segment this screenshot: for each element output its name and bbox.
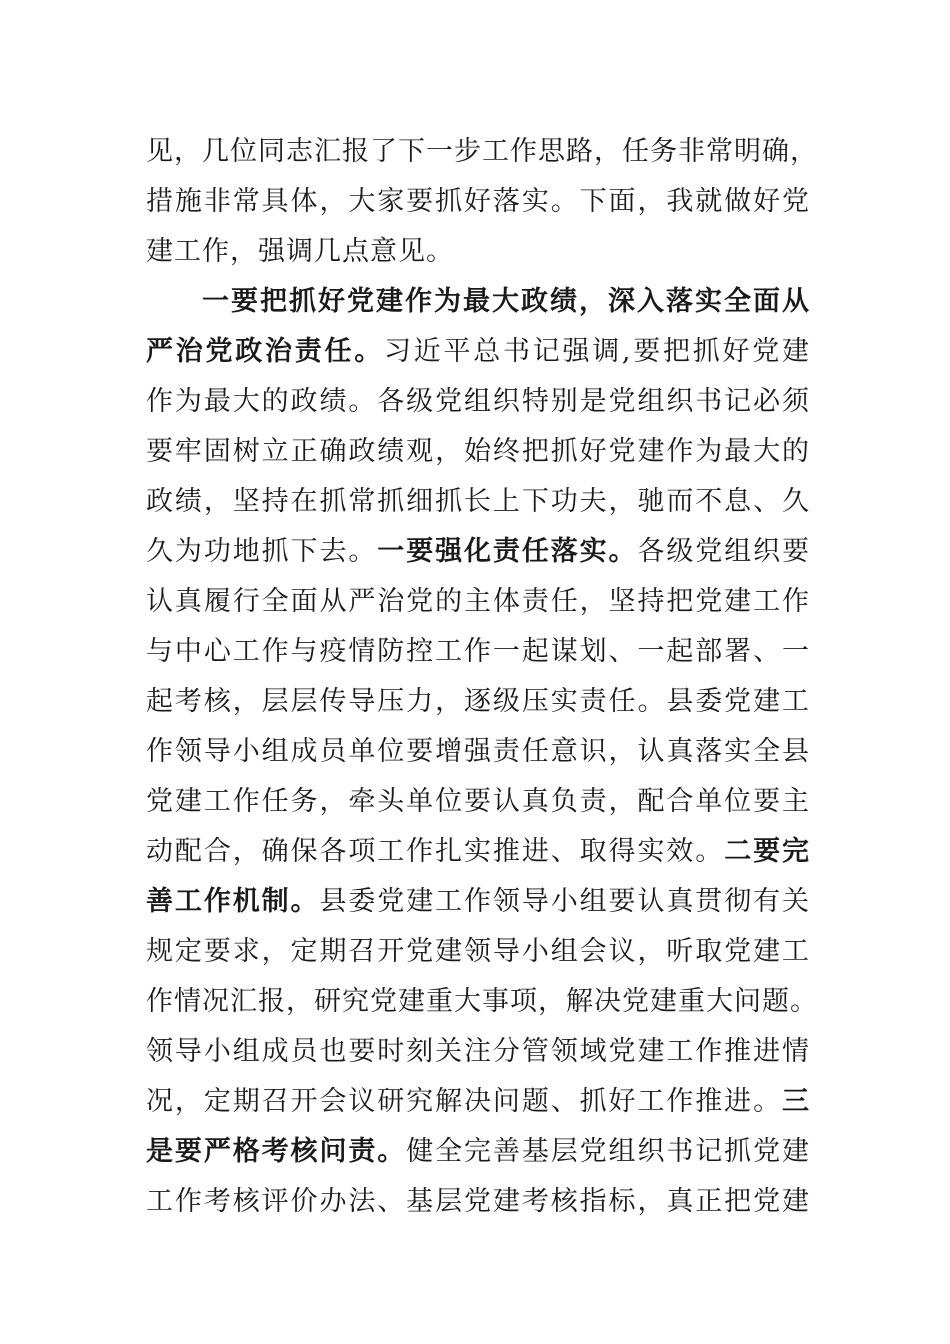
- text-line: [146, 677, 810, 727]
- text-segment: 与中心工作与疫情防控工作一起谋划、一起部署、一: [146, 636, 810, 667]
- text-line: [146, 977, 818, 1027]
- text-line: [146, 527, 810, 577]
- text-line: [146, 727, 810, 777]
- text-line: [146, 227, 810, 277]
- text-segment: 建工作，强调几点意见。: [146, 236, 454, 267]
- text-line: [146, 1177, 810, 1227]
- text-line: [146, 327, 810, 377]
- bold-text-segment: 善工作机制。: [146, 886, 320, 917]
- text-line: [146, 177, 810, 227]
- text-line: [146, 877, 810, 927]
- text-segment: 各级党组织要: [637, 536, 811, 567]
- bold-text-segment: 是要严格考核问责。: [146, 1136, 407, 1167]
- text-segment: 起考核，层层传导压力，逐级压实责任。县委党建工: [146, 686, 810, 717]
- text-segment: 久为功地抓下去。: [146, 536, 378, 567]
- text-line: [146, 1077, 810, 1127]
- body-text: [146, 127, 818, 1227]
- bold-text-segment: 严治党政治责任。: [146, 336, 384, 367]
- text-line: [146, 127, 818, 177]
- text-segment: 工作考核评价办法、基层党建考核指标，真正把党建: [146, 1186, 810, 1217]
- text-segment: 况，定期召开会议研究解决问题、抓好工作推进。: [146, 1086, 782, 1117]
- text-segment: 要牢固树立正确政绩观，始终把抓好党建作为最大的: [146, 436, 810, 467]
- text-line: [146, 927, 810, 977]
- text-segment: 认真履行全面从严治党的主体责任，坚持把党建工作: [146, 586, 810, 617]
- text-segment: 习近平总书记强调,要把抓好党建: [383, 336, 810, 367]
- bold-text-segment: 二要完: [724, 836, 811, 867]
- text-segment: 动配合，确保各项工作扎实推进、取得实效。: [146, 836, 725, 867]
- text-segment: 领导小组成员也要时刻关注分管领域党建工作推进情: [146, 1036, 810, 1067]
- text-line: [146, 1127, 810, 1177]
- text-segment: 作领导小组成员单位要增强责任意识，认真落实全县: [146, 736, 810, 767]
- text-segment: 措施非常具体，大家要抓好落实。下面，我就做好党: [146, 186, 810, 217]
- text-line: [146, 577, 810, 627]
- text-line: [146, 477, 810, 527]
- bold-text-segment: 三: [782, 1086, 810, 1117]
- text-segment: 见，几位同志汇报了下一步工作思路，任务非常明确，: [146, 136, 818, 167]
- text-line: [146, 827, 810, 877]
- text-segment: 作为最大的政绩。各级党组织特别是党组织书记必须: [146, 386, 810, 417]
- text-line: [146, 377, 810, 427]
- bold-text-segment: 一要强化责任落实。: [377, 536, 638, 567]
- text-segment: 政绩，坚持在抓常抓细抓长上下功夫，驰而不息、久: [146, 486, 810, 517]
- text-segment: 规定要求，定期召开党建领导小组会议，听取党建工: [146, 936, 810, 967]
- text-line: [146, 1027, 810, 1077]
- text-segment: 作情况汇报，研究党建重大事项，解决党建重大问题。: [146, 986, 818, 1017]
- bold-text-segment: 一要把抓好党建作为最大政绩，深入落实全面从: [202, 286, 810, 317]
- text-line: [146, 427, 810, 477]
- text-line: [146, 777, 810, 827]
- text-segment: 健全完善基层党组织书记抓党建: [406, 1136, 811, 1167]
- text-line: [146, 277, 810, 327]
- text-segment: 党建工作任务，牵头单位要认真负责，配合单位要主: [146, 786, 810, 817]
- text-segment: 县委党建工作领导小组要认真贯彻有关: [319, 886, 811, 917]
- text-line: [146, 627, 810, 677]
